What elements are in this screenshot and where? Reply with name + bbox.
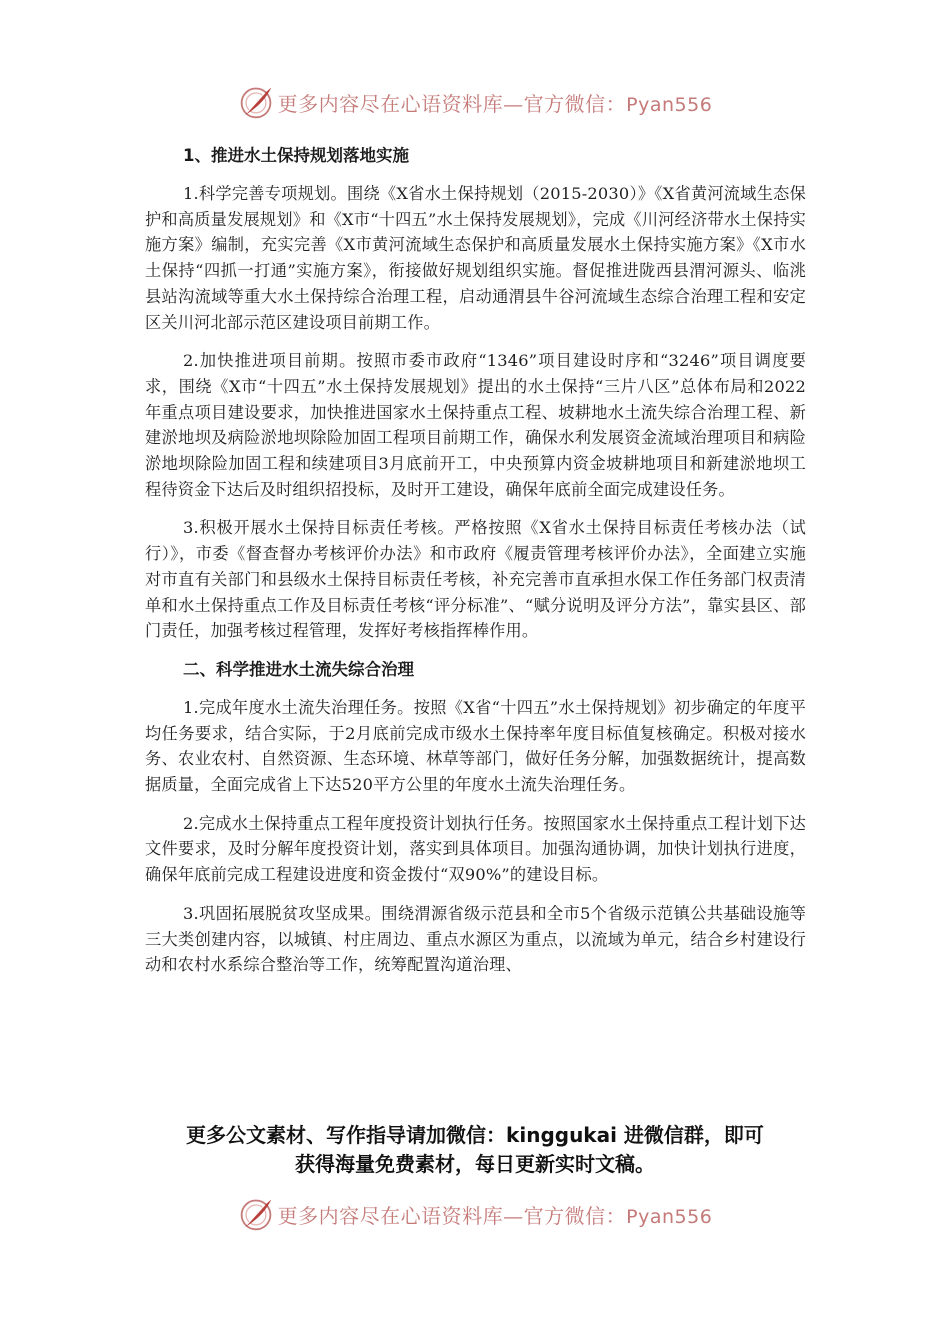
quill-logo-icon xyxy=(238,1196,274,1232)
paragraph: 1.完成年度水土流失治理任务。按照《X省“十四五”水土保持规划》初步确定的年度平均任务要求，结合实际，于2月底前完成市级水土保持率年度目标值复核确定。积极对接水务、农业农村、自然资源、生态环境、林草等部门，做好任务分解，加强数据统计，提高数据质量，全面完成省上下达520平方公里的年度水土流失治理任务。 xyxy=(145,697,806,795)
section-heading: 二、科学推进水土流失综合治理 xyxy=(183,659,414,679)
paragraph: 1.科学完善专项规划。围绕《X省水土保持规划（2015-2030）》《X省黄河流域生态保护和高质量发展规划》和《X市“十四五”水土保持发展规划》，完成《川河经济带水土保持实施方案》编制，充实完善《X市黄河流域生态保护和高质量发展水土保持实施方案》《X市水土保持“四抓一打通”实施方案》，衔接做好规划组织实施。督促推进陇西县渭河源头、临洮县站沟流域等重大水土保持综合治理工程，启动通渭县牛谷河流域生态综合治理工程和安定区关川河北部示范区建设项目前期工作。 xyxy=(145,184,806,332)
paragraph: 3.巩固拓展脱贫攻坚成果。围绕渭源省级示范县和全市5个省级示范镇公共基础设施等三大类创建内容，以城镇、村庄周边、重点水源区为重点，以流域为单元，结合乡村建设行动和农村水系综合整治等工作，统筹配置沟道治理、 xyxy=(145,903,806,975)
section-heading: 1、推进水土保持规划落地实施 xyxy=(183,146,409,165)
watermark-footer xyxy=(0,1194,950,1234)
quill-logo-icon xyxy=(238,84,274,120)
promo-line: 获得海量免费素材，每日更新实时文稿。 xyxy=(295,1152,655,1176)
promo-notice xyxy=(120,1121,830,1179)
watermark-text: 更多内容尽在心语资料库—官方微信：Pyan556 xyxy=(277,1203,713,1228)
watermark-header xyxy=(0,82,950,122)
document-body xyxy=(145,143,806,991)
paragraph: 3.积极开展水土保持目标责任考核。严格按照《X省水土保持目标责任考核办法（试行）》，市委《督查督办考核评价办法》和市政府《履责管理考核评价办法》，全面建立实施对市直有关部门和县级水土保持目标责任考核，补充完善市直承担水保工作任务部门权责清单和水土保持重点工作及目标责任考核“评分标准”、“赋分说明及评分方法”，靠实县区、部门责任，加强考核过程管理，发挥好考核指挥棒作用。 xyxy=(145,518,806,641)
paragraph: 2.完成水土保持重点工程年度投资计划执行任务。按照国家水土保持重点工程计划下达文件要求，及时分解年度投资计划，落实到具体项目。加强沟通协调，加快计划执行进度，确保年底前完成工程建设进度和资金拨付“双90%”的建设目标。 xyxy=(145,813,806,885)
paragraph: 2.加快推进项目前期。按照市委市政府“1346”项目建设时序和“3246”项目调度要求，围绕《X市“十四五”水土保持发展规划》提出的水土保持“三片八区”总体布局和2022年重点项目建设要求，加快推进国家水土保持重点工程、坡耕地水土流失综合治理工程、新建淤地坝及病险淤地坝除险加固工程项目前期工作，确保水利发展资金流域治理项目和病险淤地坝除险加固工程和续建项目3月底前开工，中央预算内资金坡耕地项目和新建淤地坝工程待资金下达后及时组织招投标，及时开工建设，确保年底前全面完成建设任务。 xyxy=(145,351,806,499)
watermark-text: 更多内容尽在心语资料库—官方微信：Pyan556 xyxy=(277,91,713,116)
promo-line: 更多公文素材、写作指导请加微信：kinggukai 进微信群，即可 xyxy=(186,1123,764,1147)
